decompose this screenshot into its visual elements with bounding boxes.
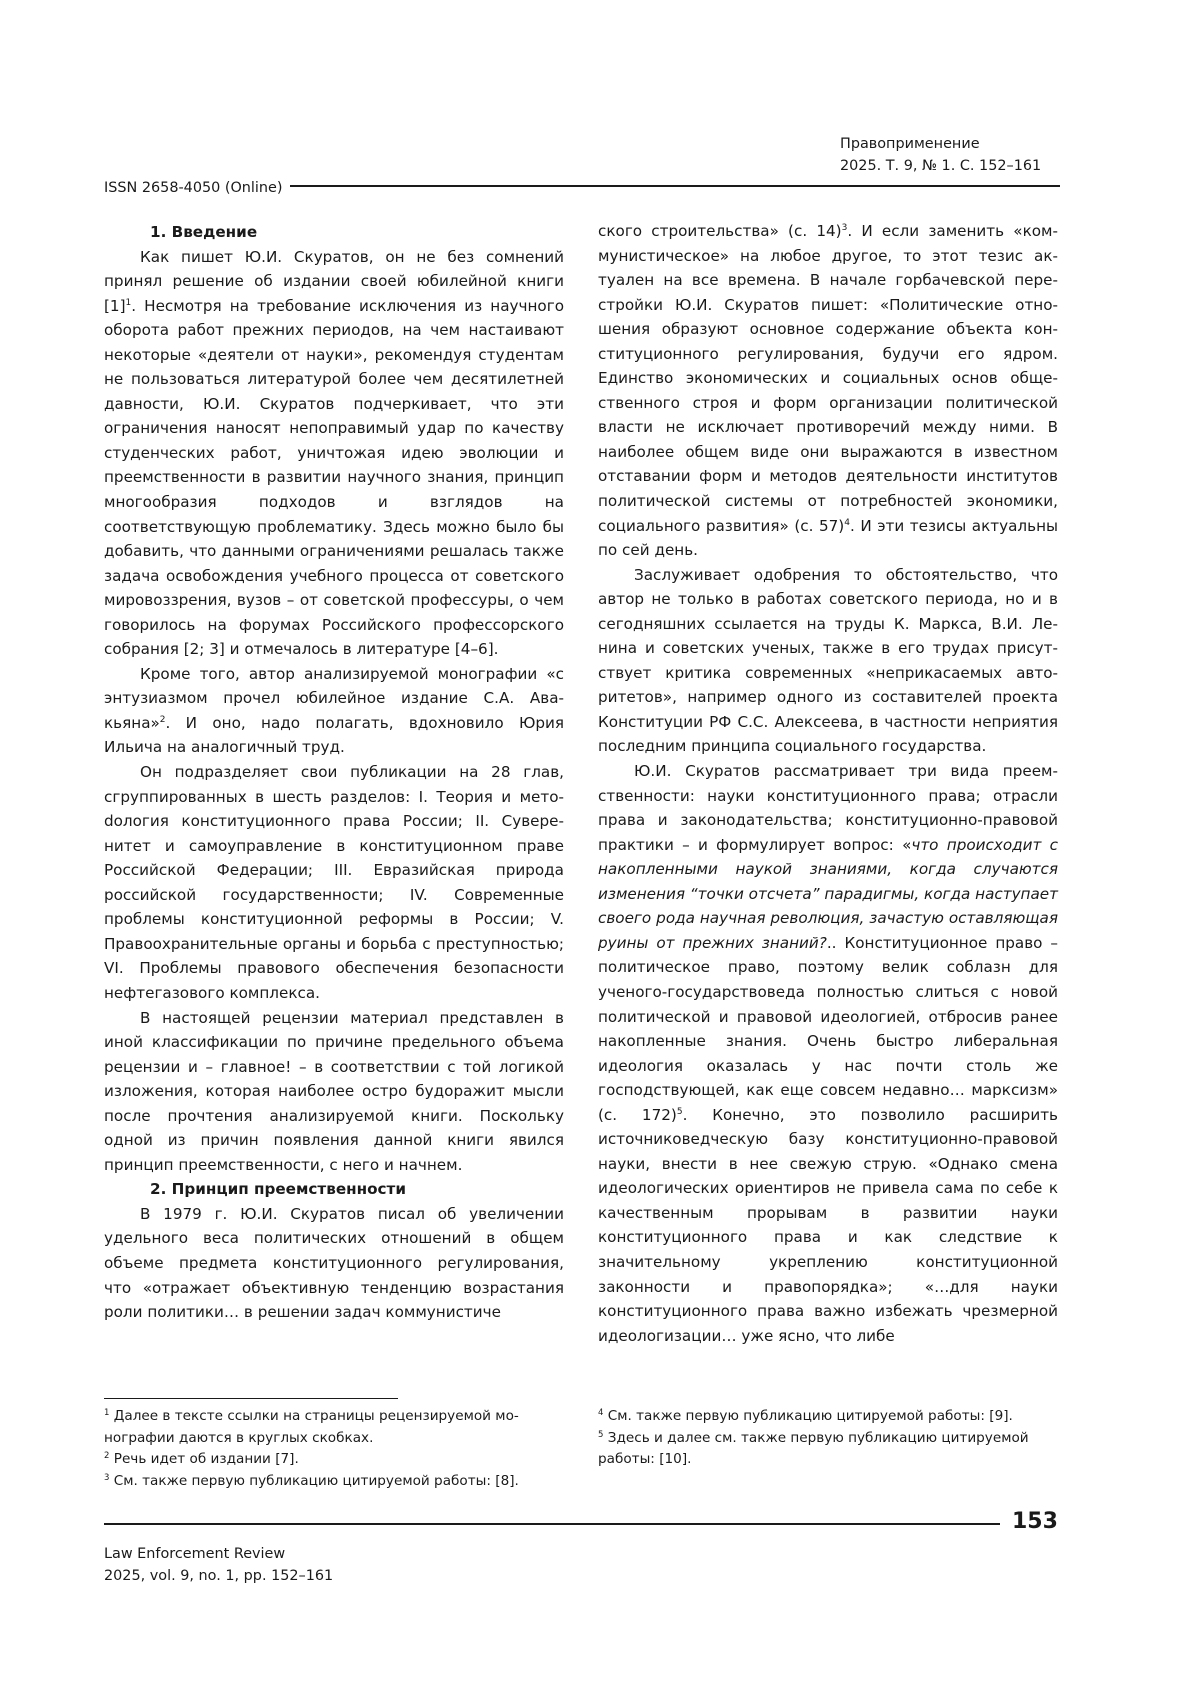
footnote-ref[interactable]: 4 — [844, 517, 850, 528]
footnotes-left — [104, 1406, 564, 1492]
issue-citation-en: 2025, vol. 9, no. 1, pp. 152–161 — [104, 1568, 334, 1584]
journal-title: Правоприменение — [840, 136, 980, 152]
section-heading-introduction: 1. Введение — [150, 223, 258, 241]
footnote: $^4$ См. также первую публикацию цитируемой работы: [9]. — [598, 1408, 1013, 1424]
footnote: $^3$ См. также первую публикацию цитируемой работы: [8]. — [104, 1472, 519, 1489]
footnote-ref[interactable]: 3 — [841, 223, 848, 233]
running-header — [840, 133, 1041, 177]
footnotes-right — [598, 1406, 1058, 1471]
footnote-ref[interactable]: 1 — [125, 297, 132, 308]
right-column — [598, 219, 1058, 1348]
italic-quote: что происходит с накопленными наукой знаниями, когда случаются изменения “точки отсчета” парадигмы, когда наступает своего рода научная революция, зачастую оставляющая руины от прежних знаний? — [598, 835, 1058, 952]
running-footer — [104, 1543, 333, 1587]
paragraph: Ю.И. Скуратов рассматривает три вида преемственности: науки конституционного права; отрасли права и законодательства; конституционно-правовой практики – и формулирует вопрос: «что происходит с накопленными наукой знаниями, когда случаются изменения “точки отсчета” парадигмы, когда наступает своего рода научная революция, зачастую оставляющая руины от прежних знаний?.. Конституционное право – политическое право, поэтому велик соблазн для ученого-государствоведа полностью слиться с новой политической и правовой идеологией, отбросив ранее накопленные знания. Очень быстро либеральная идеология оказалась у нас почти столь же господствующей, как еще совсем недавно… марксизм» (с. 172)$^5$. Конечно, это позволило расширить источниковедческую базу конституционно-правовой науки, внести в нее свежую струю. «Однако смена идеологических ориентиров не привела сама по себе к качественным прорывам в развитии науки конституционного права и как следствие к значительному укреплению конституционной законности и правопорядка»; «…для науки конституционного права важно избежать чрезмерной идеологизации… уже ясно, что либе — [598, 762, 1058, 1345]
left-column — [104, 220, 564, 1325]
paragraph: В настоящей рецензии материал представлен в иной классификации по причине предельного объема рецензии и – главное! – в соответствии с той логикой изложения, которая наиболее остро будоражит мысли после прочтения анализируемой книги. Поскольку одной из причин появления данной книги явился принцип преемственности, с него и начнем. — [104, 1008, 564, 1174]
footnote: $^5$ Здесь и далее см. также первую публикацию цитируемой работы: [10]. — [598, 1429, 1029, 1467]
footnote: $^1$ Далее в тексте ссылки на страницы рецензируемой монографии даются в круглых скобках. — [104, 1408, 519, 1446]
issue-citation: 2025. Т. 9, № 1. С. 152–161 — [840, 158, 1042, 174]
paragraph: Как пишет Ю.И. Скуратов, он не без сомнений принял решение об издании своей юбилейной книги $[1]^1$. Несмотря на требование исключения из научного оборота работ прежних периодов, на чем настаивают некоторые «деятели от науки», рекомендуя студентам не пользоваться литературой более чем десятилетней давности, Ю.И. Скуратов подчеркивает, что эти ограничения наносят непоправимый удар по качеству студенческих работ, уничтожая идею эволюции и преемственности в развитии научного знания, принцип многообразия подходов и взглядов на соответствующую проблематику. Здесь можно было бы добавить, что данными ограничениями решалась также задача освобождения учебного процесса от советского мировоззрения, вузов – от советской профессуры, о чем говорилось на форумах Российского профессорского собрания [2; 3] и отмечалось в литературе [4–6]. — [104, 247, 564, 659]
issn-label: ISSN 2658-4050 (Online) — [104, 180, 283, 196]
paragraph: ского строительства» (с. 14)$^3$. И если заменить «коммунистическое» на любое другое, то этот тезис актуален на все времена. В начале горбачевской перестройки Ю.И. Скуратов пишет: «Политические отношения образуют основное содержание объекта конституционного регулирования, будучи его ядром. Единство экономических и социальных основ общественного строя и форм организации политической власти не исключает противоречий между ними. В наиболее общем виде они выражаются в известном отставании форм и методов деятельности институтов политической системы от потребностей экономики, социального развития» (с. 57)$^4$. И эти тезисы актуальны по сей день. — [598, 222, 1058, 560]
footer-rule — [104, 1523, 1000, 1525]
footnote: $^2$ Речь идет об издании [7]. — [104, 1451, 299, 1467]
page-number: 153 — [1012, 1509, 1058, 1534]
footnote-ref[interactable]: 5 — [676, 1106, 683, 1117]
section-heading-continuity: 2. Принцип преемственности — [150, 1180, 406, 1199]
footnote-rule — [104, 1398, 398, 1399]
footnote-ref[interactable]: 2 — [159, 714, 166, 725]
paragraph: В 1979 г. Ю.И. Скуратов писал об увеличении удельного веса политических отношений в общем объеме предмета конституционного регулирования, что «отражает объективную тенденцию возрастания роли политики… в решении задач коммунистиче — [104, 1204, 564, 1322]
header-rule — [290, 185, 1060, 187]
journal-title-en: Law Enforcement Review — [104, 1546, 286, 1562]
paragraph: Он подразделяет свои публикации на 28 глав, сгруппированных в шесть разделов: I. Теория и метоdология конституционного права России; II. Суверенитет и самоуправление в конституционном праве Российской Федерации; III. Евразийская природа российской государственности; IV. Современные проблемы конституционной реформы в России; V. Правоохранительные органы и борьба с преступностью; VI. Проблемы правового обеспечения безопасности нефтегазового комплекса. — [104, 763, 564, 1002]
paragraph: Заслуживает одобрения то обстоятельство, что автор не только в работах советского периода, но и в сегодняшних ссылается на труды К. Маркса, В.И. Ленина и советских ученых, также в его трудах присутствует критика современных «неприкасаемых авторитетов», например одного из составителей проекта Конституции РФ С.С. Алексеева, в частности неприятия последним принципа социального государства. — [598, 565, 1058, 756]
paragraph: Кроме того, автор анализируемой монографии «с энтузиазмом прочел юбилейное издание С.А. Авакьяна»$^2$. И оно, надо полагать, вдохновило Юрия Ильича на аналогичный труд. — [104, 664, 564, 757]
